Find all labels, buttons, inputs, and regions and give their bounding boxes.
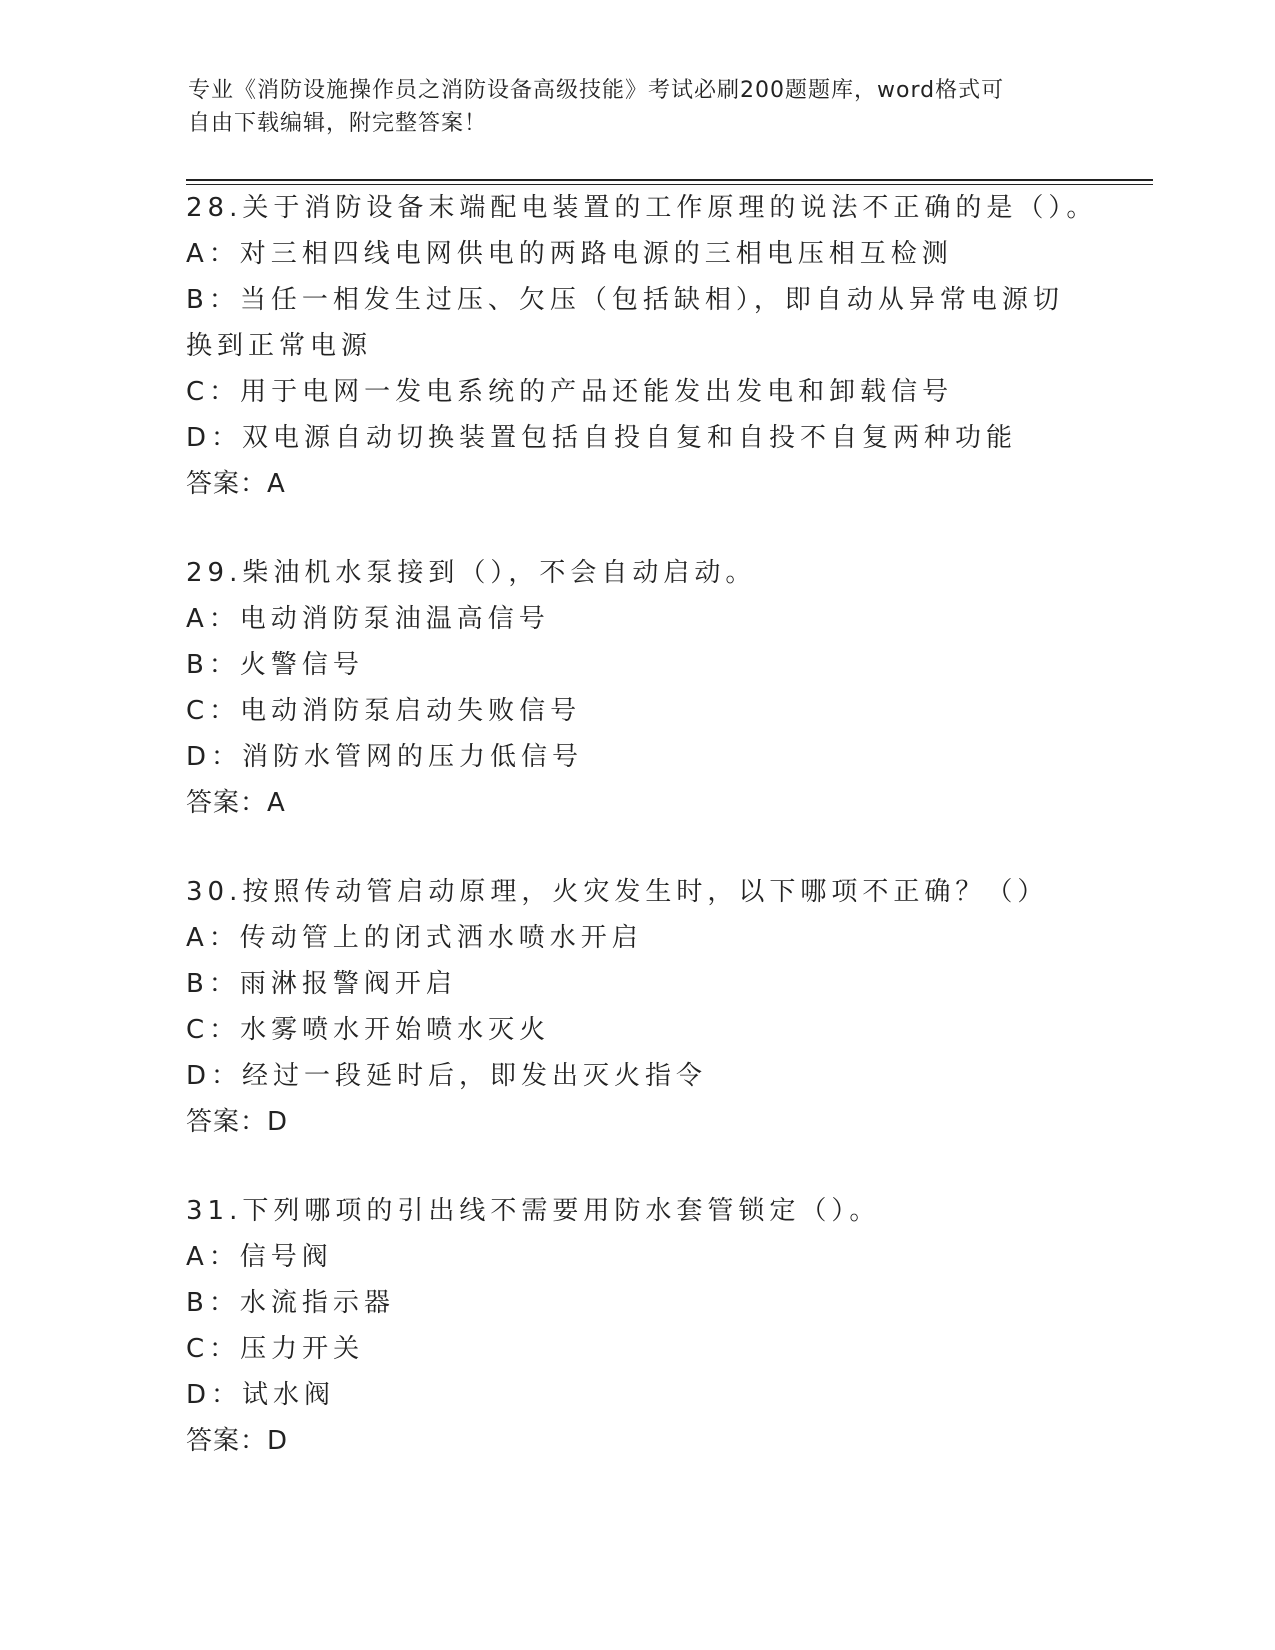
answer: 答案：D [186,1107,289,1137]
question-31 [186,1188,1086,1464]
question-stem: 28.关于消防设备末端配电装置的工作原理的说法不正确的是（）。 [186,193,1098,223]
option-d: D：经过一段延时后，即发出灭火指令 [186,1061,708,1091]
option-a: A：对三相四线电网供电的两路电源的三相电压相互检测 [186,239,953,269]
header-divider-thick [186,179,1153,181]
header-line-2: 自由下载编辑，附完整答案！ [188,111,488,136]
question-29 [186,550,1086,826]
answer: 答案：A [186,788,286,818]
option-c: C：电动消防泵启动失败信号 [186,696,582,726]
option-a: A：信号阀 [186,1242,333,1272]
option-d: D：试水阀 [186,1380,336,1410]
header-line-1: 专业《消防设施操作员之消防设备高级技能》考试必刷200题题库，word格式可 [188,78,1005,103]
option-b: B：水流指示器 [186,1288,395,1318]
question-30 [186,869,1086,1145]
option-d: D：消防水管网的压力低信号 [186,742,584,772]
question-28 [186,185,1098,507]
option-b: B：雨淋报警阀开启 [186,969,457,999]
question-stem: 30.按照传动管启动原理，火灾发生时，以下哪项不正确？（） [186,877,1049,907]
option-b: B：当任一相发生过压、欠压（包括缺相），即自动从异常电源切换到正常电源 [186,285,1064,361]
option-d: D：双电源自动切换装置包括自投自复和自投不自复两种功能 [186,423,1018,453]
question-stem: 31.下列哪项的引出线不需要用防水套管锁定（）。 [186,1196,881,1226]
question-stem: 29.柴油机水泵接到（），不会自动启动。 [186,558,757,588]
option-a: A：传动管上的闭式洒水喷水开启 [186,923,643,953]
option-a: A：电动消防泵油温高信号 [186,604,550,634]
answer: 答案：D [186,1426,289,1456]
answer: 答案：A [186,469,286,499]
document-header [188,74,1088,140]
option-c: C：压力开关 [186,1334,365,1364]
option-b: B：火警信号 [186,650,364,680]
option-c: C：水雾喷水开始喷水灭火 [186,1015,551,1045]
option-c: C：用于电网一发电系统的产品还能发出发电和卸载信号 [186,377,954,407]
